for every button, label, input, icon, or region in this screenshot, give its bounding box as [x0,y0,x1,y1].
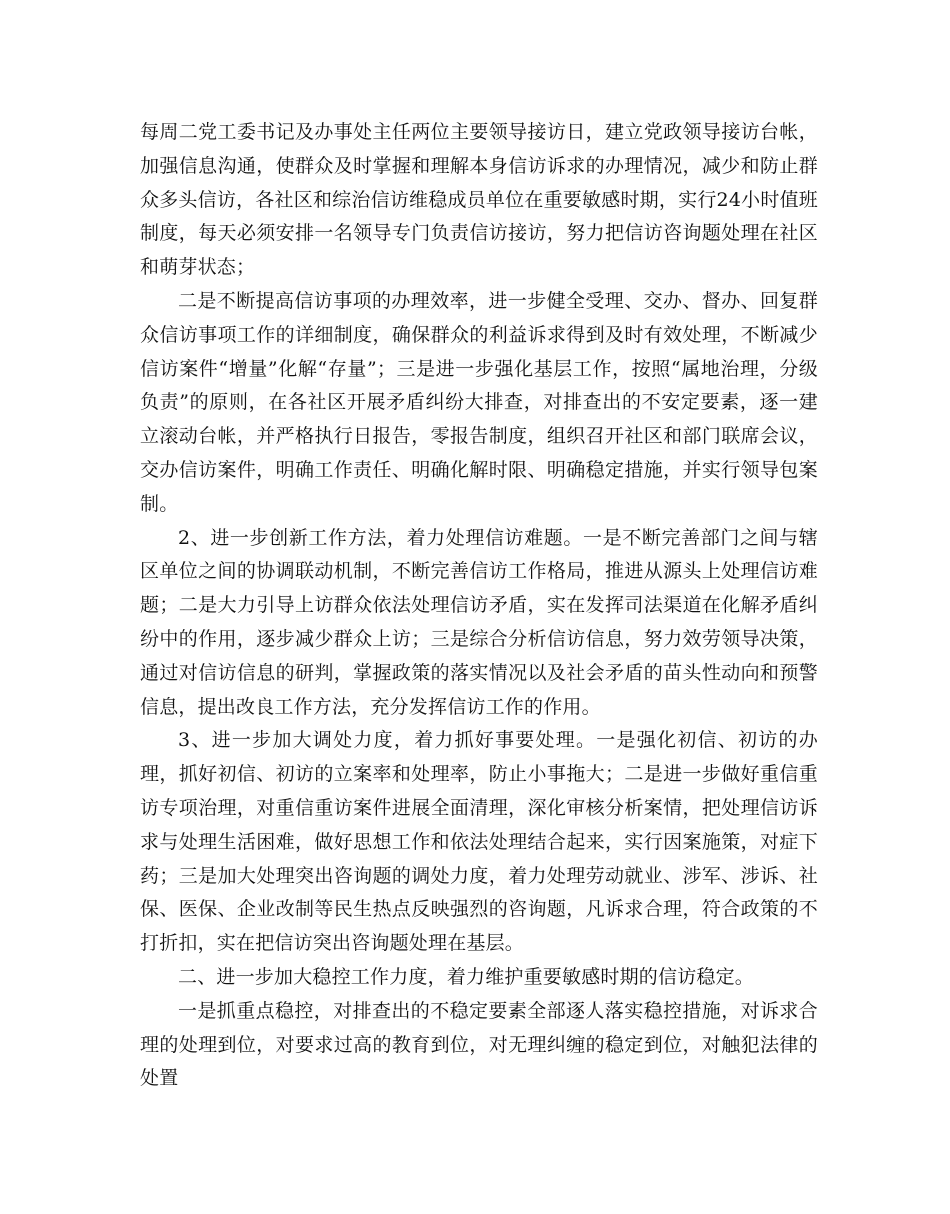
paragraph-6: 一是抓重点稳控，对排查出的不稳定要素全部逐人落实稳控措施，对诉求合理的处理到位，对要求过高的教育到位，对无理纠缠的稳定到位，对触犯法律的处置 [140,999,818,1090]
paragraph-4: 3、进一步加大调处力度，着力抓好事要处理。一是强化初信、初访的办理，抓好初信、初访的立案率和处理率，防止小事拖大；二是进一步做好重信重访专项治理，对重信重访案件进展全面清理，深化审核分析案情，把处理信访诉求与处理生活困难，做好思想工作和依法处理结合起来，实行因案施策，对症下药；三是加大处理突出咨询题的调处力度，着力处理劳动就业、涉军、涉诉、社保、医保、企业改制等民生热点反映强烈的咨询题，凡诉求合理，符合政策的不打折扣，实在把信访突出咨询题处理在基层。 [140,729,818,955]
paragraph-5: 二、进一步加大稳控工作力度，着力维护重要敏感时期的信访稳定。 [178,965,755,988]
paragraph-1: 每周二党工委书记及办事处主任两位主要领导接访日，建立党政领导接访台帐，加强信息沟通，使群众及时掌握和理解本身信访诉求的办理情况，减少和防止群众多头信访，各社区和综治信访维稳成员单位在重要敏感时期，实行24小时值班制度，每天必须安排一名领导专门负责信访接访，努力把信访咨询题处理在社区和萌芽状态； [140,121,818,279]
paragraph-2: 二是不断提高信访事项的办理效率，进一步健全受理、交办、督办、回复群众信访事项工作的详细制度，确保群众的利益诉求得到及时有效处理，不断减少信访案件“增量”化解“存量”；三是进一步强化基层工作，按照“属地治理，分级负责”的原则，在各社区开展矛盾纠纷大排查，对排查出的不安定要素，逐一建立滚动台帐，并严格执行日报告，零报告制度，组织召开社区和部门联席会议，交办信访案件，明确工作责任、明确化解时限、明确稳定措施，并实行领导包案制。 [140,289,818,515]
paragraph-3: 2、进一步创新工作方法，着力处理信访难题。一是不断完善部门之间与辖区单位之间的协调联动机制，不断完善信访工作格局，推进从源头上处理信访难题；二是大力引导上访群众依法处理信访矛盾，实在发挥司法渠道在化解矛盾纠纷中的作用，逐步减少群众上访；三是综合分析信访信息，努力效劳领导决策，通过对信访信息的研判，掌握政策的落实情况以及社会矛盾的苗头性动向和预警信息，提出改良工作方法，充分发挥信访工作的作用。 [140,526,818,718]
document-body [140,116,818,1096]
